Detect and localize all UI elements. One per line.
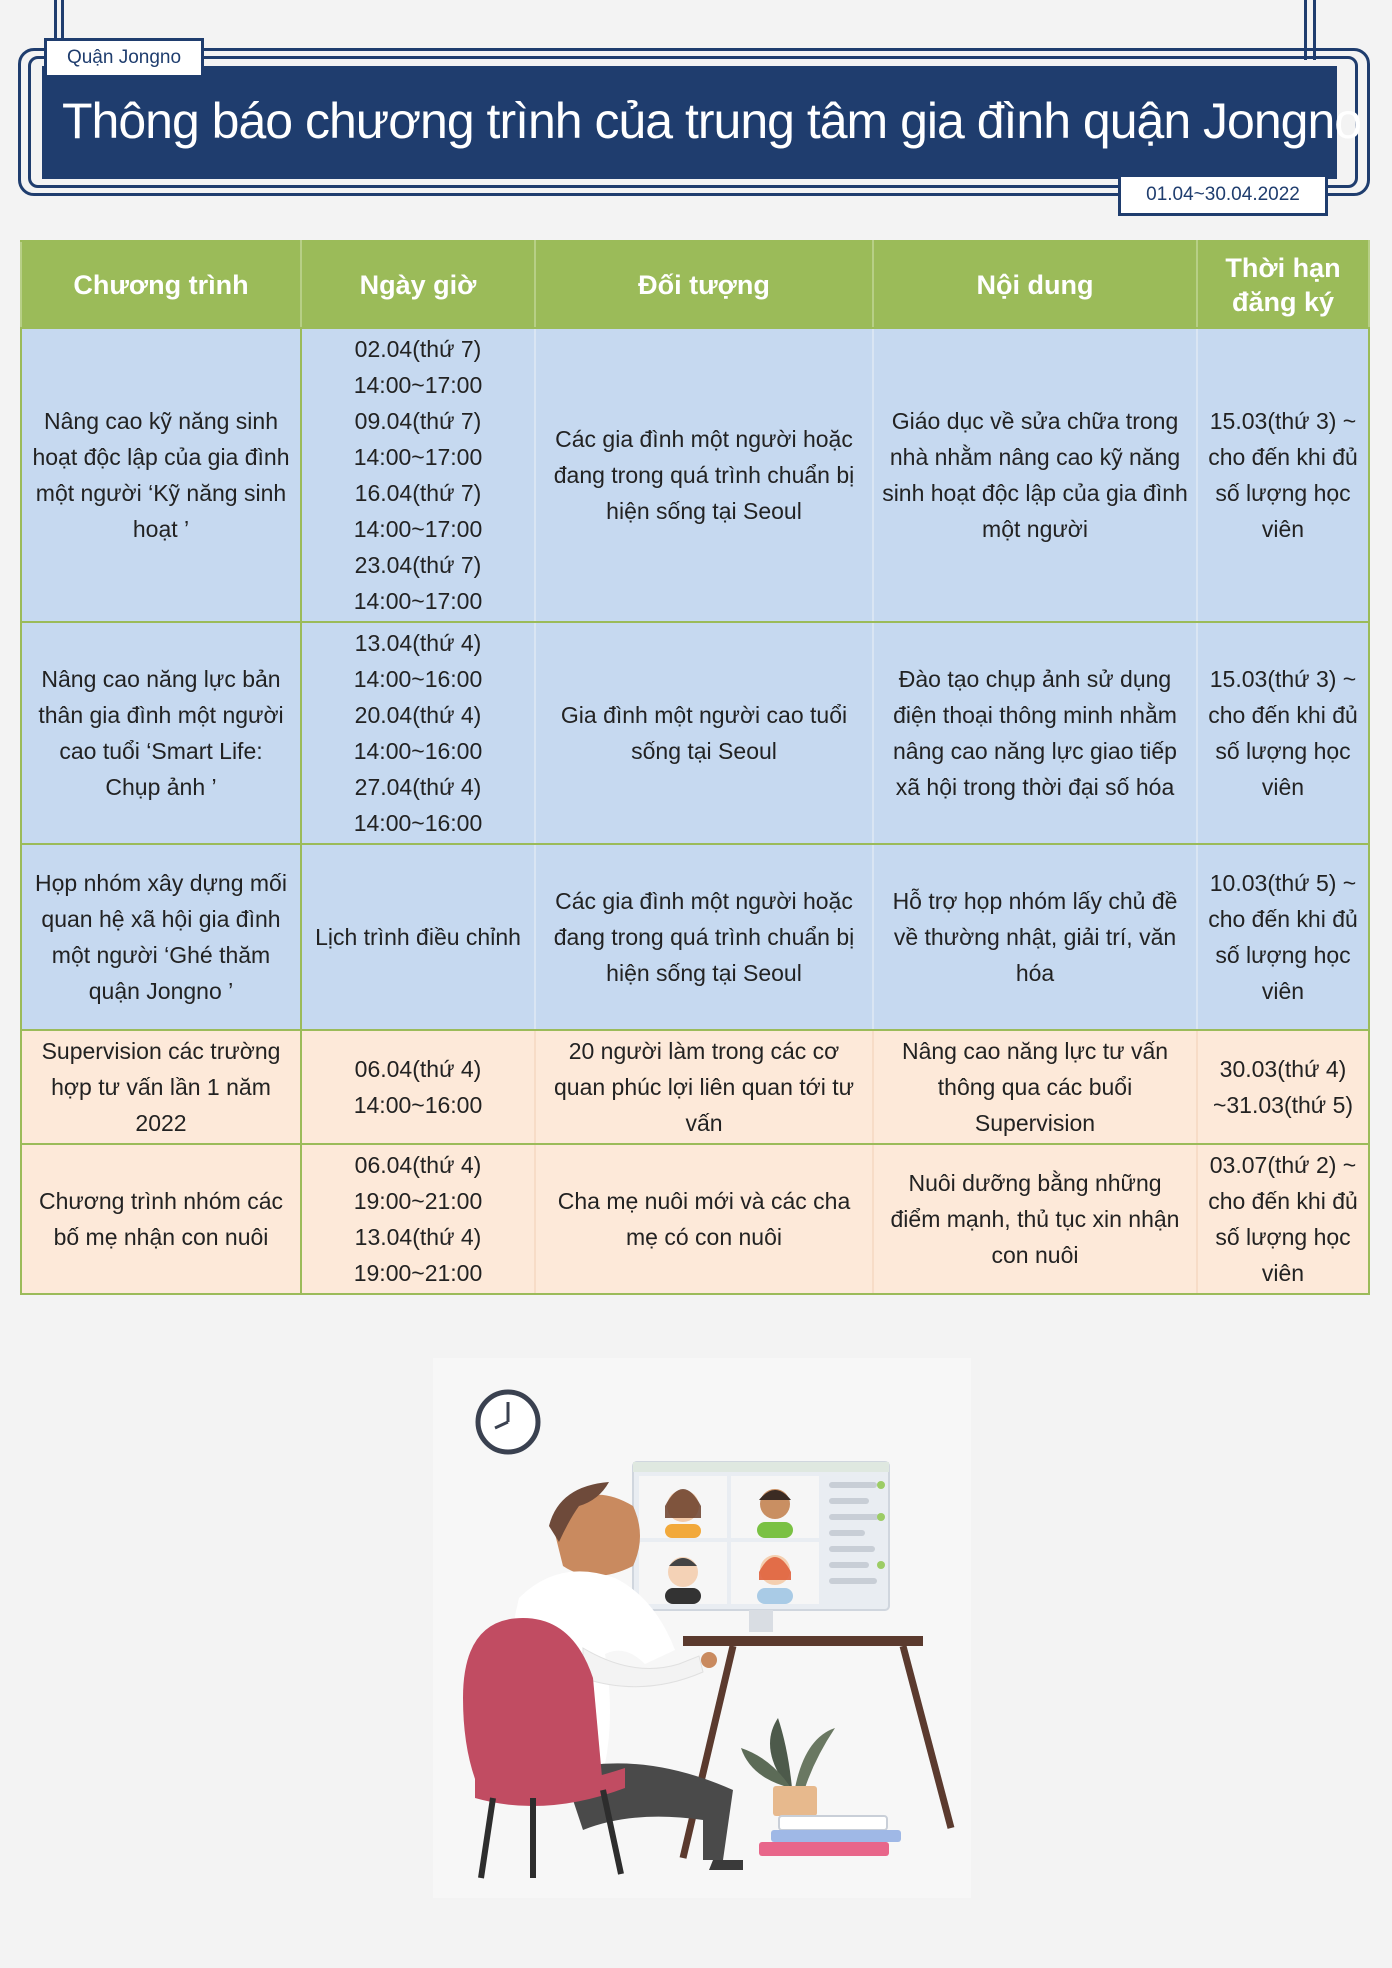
- cell-deadline: 15.03(thứ 3) ~ cho đến khi đủ số lượng học viên: [1197, 622, 1369, 844]
- col-header-datetime: Ngày giờ: [301, 241, 535, 328]
- cell-deadline: 30.03(thứ 4) ~31.03(thứ 5): [1197, 1030, 1369, 1144]
- books-icon: [759, 1816, 901, 1856]
- cell-target: Các gia đình một người hoặc đang trong quá trình chuẩn bị hiện sống tại Seoul: [535, 328, 873, 622]
- col-header-program: Chương trình: [21, 241, 301, 328]
- cell-deadline: 15.03(thứ 3) ~ cho đến khi đủ số lượng học viên: [1197, 328, 1369, 622]
- cell-target: Các gia đình một người hoặc đang trong quá trình chuẩn bị hiện sống tại Seoul: [535, 844, 873, 1030]
- cell-datetime: 02.04(thứ 7) 14:00~17:00 09.04(thứ 7) 14:00~17:00 16.04(thứ 7) 14:00~17:00 23.04(thứ 7) 14:00~17:00: [301, 328, 535, 622]
- cell-program: Họp nhóm xây dựng mối quan hệ xã hội gia đình một người ‘Ghé thăm quận Jongno ’: [21, 844, 301, 1030]
- cell-deadline: 10.03(thứ 5) ~ cho đến khi đủ số lượng học viên: [1197, 844, 1369, 1030]
- illustration-svg: [433, 1358, 971, 1898]
- cell-target: 20 người làm trong các cơ quan phúc lợi liên quan tới tư vấn: [535, 1030, 873, 1144]
- table-row: [21, 1144, 1369, 1294]
- table-row: [21, 622, 1369, 844]
- cell-content: Hỗ trợ họp nhóm lấy chủ đề về thường nhật, giải trí, văn hóa: [873, 844, 1197, 1030]
- video-call-illustration: [433, 1358, 971, 1898]
- cell-target: Cha mẹ nuôi mới và các cha mẹ có con nuôi: [535, 1144, 873, 1294]
- cell-program: Nâng cao năng lực bản thân gia đình một người cao tuổi ‘Smart Life: Chụp ảnh ’: [21, 622, 301, 844]
- cell-content: Giáo dục về sửa chữa trong nhà nhằm nâng cao kỹ năng sinh hoạt độc lập của gia đình một người: [873, 328, 1197, 622]
- cell-datetime: 06.04(thứ 4) 14:00~16:00: [301, 1030, 535, 1144]
- cell-datetime: 06.04(thứ 4) 19:00~21:00 13.04(thứ 4) 19:00~21:00: [301, 1144, 535, 1294]
- plant-icon: [741, 1718, 835, 1816]
- cell-program: Chương trình nhóm các bố mẹ nhận con nuôi: [21, 1144, 301, 1294]
- table-row: [21, 1030, 1369, 1144]
- clock-icon: [478, 1392, 538, 1452]
- program-table: [20, 240, 1370, 1295]
- cell-content: Đào tạo chụp ảnh sử dụng điện thoại thông minh nhằm nâng cao năng lực giao tiếp xã hội trong thời đại số hóa: [873, 622, 1197, 844]
- title-banner: [42, 66, 1362, 179]
- cell-program: Supervision các trường hợp tư vấn lần 1 năm 2022: [21, 1030, 301, 1144]
- cell-content: Nâng cao năng lực tư vấn thông qua các buổi Supervision: [873, 1030, 1197, 1144]
- table-row: [21, 844, 1369, 1030]
- cell-datetime: Lịch trình điều chỉnh: [301, 844, 535, 1030]
- cell-target: Gia đình một người cao tuổi sống tại Seoul: [535, 622, 873, 844]
- cell-datetime: 13.04(thứ 4) 14:00~16:00 20.04(thứ 4) 14:00~16:00 27.04(thứ 4) 14:00~16:00: [301, 622, 535, 844]
- table-header-row: [21, 241, 1369, 328]
- district-tag: Quận Jongno: [44, 38, 204, 78]
- period-tag: 01.04~30.04.2022: [1118, 174, 1328, 216]
- monitor-icon: [633, 1462, 889, 1632]
- cell-deadline: 03.07(thứ 2) ~ cho đến khi đủ số lượng học viên: [1197, 1144, 1369, 1294]
- page-title: Thông báo chương trình của trung tâm gia đình quận Jongno: [62, 93, 1362, 149]
- col-header-content: Nội dung: [873, 241, 1197, 328]
- cell-program: Nâng cao kỹ năng sinh hoạt độc lập của gia đình một người ‘Kỹ năng sinh hoạt ’: [21, 328, 301, 622]
- cell-content: Nuôi dưỡng bằng những điểm mạnh, thủ tục xin nhận con nuôi: [873, 1144, 1197, 1294]
- col-header-target: Đối tượng: [535, 241, 873, 328]
- table-row: [21, 328, 1369, 622]
- col-header-deadline: Thời hạn đăng ký: [1197, 241, 1369, 328]
